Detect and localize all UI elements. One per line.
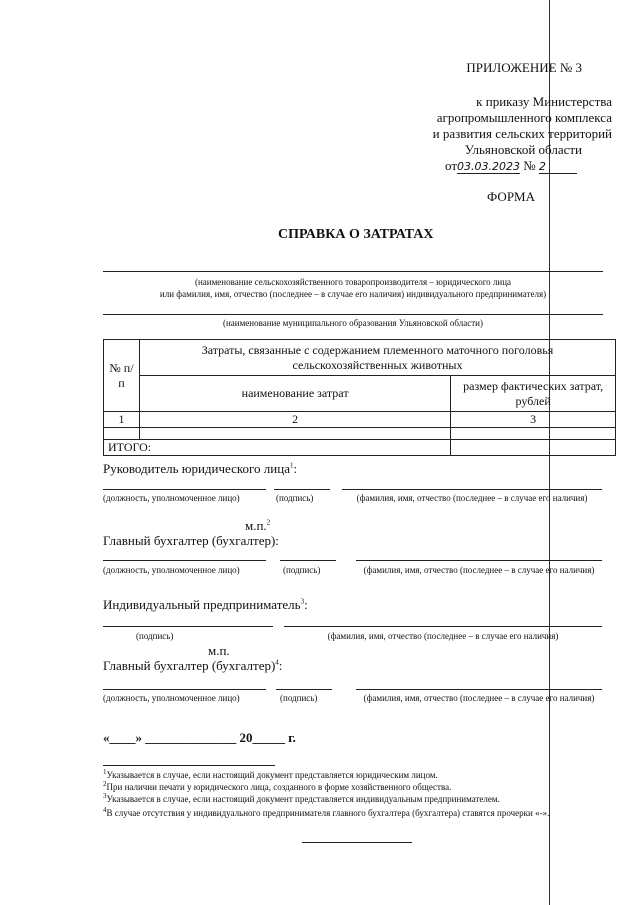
order-line-2: агропромышленного комплекса <box>436 110 612 125</box>
footnote-1-num: 1 <box>103 768 107 776</box>
empty-cell <box>104 428 140 440</box>
col-num-header: № п/п <box>104 340 140 412</box>
date-line: «____» ______________ 20_____ г. <box>103 730 296 745</box>
acc2-position-line <box>103 689 266 690</box>
ent-signature-caption: (подпись) <box>136 631 174 641</box>
accountant2-sup: 4 <box>275 658 279 667</box>
number-value: 2 <box>539 160 577 174</box>
acc2-fio-caption: (фамилия, имя, отчество (последнее – в случае его наличия) <box>363 693 595 703</box>
index-cell-2: 2 <box>139 412 450 428</box>
producer-caption-1: (наименование сельскохозяйственного товаропроизводителя – юридического лица <box>194 277 512 287</box>
footnote-3-num: 3 <box>103 792 107 800</box>
index-cell-3: 3 <box>451 412 616 428</box>
municipality-line <box>103 314 603 315</box>
acc-position-line <box>103 560 266 561</box>
date-prefix: от <box>445 158 458 173</box>
footnote-2-num: 2 <box>103 780 107 788</box>
form-label: ФОРМА <box>487 189 535 204</box>
acc-position-caption: (должность, уполномоченное лицо) <box>103 565 240 575</box>
footnote-2-text: При наличии печати у юридического лица, созданного в форме хозяйственного общества. <box>106 782 452 792</box>
stamp-sup: 2 <box>266 518 271 527</box>
entrepreneur-label: Индивидуальный предприниматель <box>103 597 301 612</box>
acc-signature-caption: (подпись) <box>283 565 321 575</box>
head-position-caption: (должность, уполномоченное лицо) <box>103 493 240 503</box>
acc-fio-line <box>356 560 602 561</box>
head-signature-line <box>274 489 330 490</box>
index-cell-1: 1 <box>104 412 140 428</box>
total-value-cell <box>451 440 616 456</box>
acc2-signature-line <box>276 689 332 690</box>
total-label: ИТОГО: <box>104 440 451 456</box>
producer-line <box>103 271 603 272</box>
entrepreneur-row <box>103 597 308 613</box>
footnote-separator <box>103 765 275 766</box>
entrepreneur-sup: 3 <box>300 597 305 606</box>
acc2-position-caption: (должность, уполномоченное лицо) <box>103 693 240 703</box>
footnote-1-text: Указывается в случае, если настоящий документ представляется юридическим лицом. <box>106 770 438 780</box>
footnote-3 <box>103 792 500 804</box>
head-sup: 1 <box>289 461 294 470</box>
order-date-row <box>445 158 577 174</box>
accountant2-colon: : <box>278 658 283 673</box>
number-prefix: № <box>523 158 536 173</box>
order-line-1: к приказу Министерства <box>476 94 612 109</box>
accountant-label: Главный бухгалтер (бухгалтер): <box>103 533 279 548</box>
stamp2-label: м.п. <box>208 643 230 658</box>
bottom-divider <box>302 842 412 843</box>
footnote-4-num: 4 <box>103 806 107 814</box>
costs-table <box>103 339 616 456</box>
ent-fio-caption: (фамилия, имя, отчество (последнее – в случае его наличия) <box>327 631 559 641</box>
head-label: Руководитель юридического лица <box>103 461 290 476</box>
group-header: Затраты, связанные с содержанием племенного маточного поголовья сельскохозяйственных животных <box>139 340 615 376</box>
footnote-2 <box>103 780 451 792</box>
stamp-row <box>245 518 270 534</box>
col-name-header: наименование затрат <box>139 376 450 412</box>
acc-fio-caption: (фамилия, имя, отчество (последнее – в случае его наличия) <box>363 565 595 575</box>
head-label-row <box>103 461 297 477</box>
date-value: 03.03.2023 <box>457 160 520 173</box>
ent-fio-line <box>284 626 602 627</box>
footnote-4 <box>103 804 615 819</box>
accountant2-row <box>103 658 282 674</box>
acc-signature-line <box>280 560 336 561</box>
municipality-caption: (наименование муниципального образования Ульяновской области) <box>222 318 483 328</box>
head-position-line <box>103 489 266 490</box>
accountant2-label: Главный бухгалтер (бухгалтер) <box>103 658 276 673</box>
ent-signature-line <box>103 626 273 627</box>
head-signature-caption: (подпись) <box>276 493 314 503</box>
appendix-label: ПРИЛОЖЕНИЕ № 3 <box>466 60 582 75</box>
stamp-label: м.п. <box>245 518 267 533</box>
document-title: СПРАВКА О ЗАТРАТАХ <box>278 227 434 242</box>
head-fio-caption: (фамилия, имя, отчество (последнее – в случае его наличия) <box>356 493 588 503</box>
order-line-4: Ульяновской области <box>464 142 582 157</box>
footnote-3-text: Указывается в случае, если настоящий документ представляется индивидуальным предпринимателем. <box>106 794 500 804</box>
empty-cell <box>139 428 450 440</box>
head-colon: : <box>293 461 298 476</box>
acc2-signature-caption: (подпись) <box>280 693 318 703</box>
acc2-fio-line <box>356 689 602 690</box>
order-line-3: и развития сельских территорий <box>432 126 612 141</box>
col-amount-header: размер фактических затрат, рублей <box>451 376 616 412</box>
footnote-1 <box>103 768 438 780</box>
footnote-4-text: В случае отсутствия у индивидуального предпринимателя главного бухгалтера (бухгалтера) ставятся прочерки «-». <box>106 808 550 818</box>
entrepreneur-colon: : <box>304 597 308 612</box>
empty-cell <box>451 428 616 440</box>
producer-caption-2: или фамилия, имя, отчество (последнее – в случае его наличия) индивидуального предпринимателя) <box>159 289 547 299</box>
head-fio-line <box>342 489 602 490</box>
